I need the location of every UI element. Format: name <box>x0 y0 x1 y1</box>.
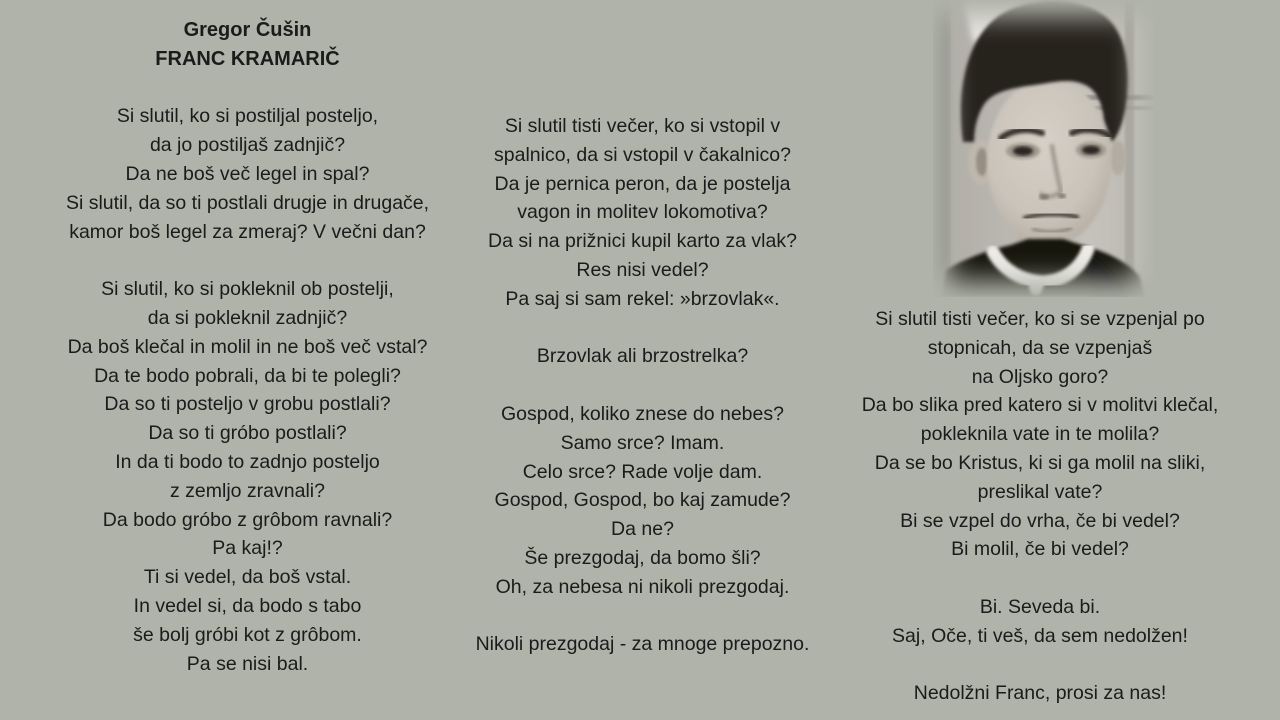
poem-line: Oh, za nebesa ni nikoli prezgodaj. <box>495 575 790 598</box>
priest-face <box>987 78 1111 246</box>
poem-line: Da ne boš več legel in spal? <box>125 162 370 185</box>
poem-line: Da si na prižnici kupil karto za vlak? <box>488 230 797 253</box>
poem-line: Nikoli prezgodaj - za mnoge prepozno. <box>475 633 810 656</box>
poem-line: z zemljo zravnali? <box>170 479 325 502</box>
poem-line: stopnicah, da se vzpenjaš <box>927 336 1153 359</box>
poem-line: Brzovlak ali brzostrelka? <box>536 345 749 368</box>
eye <box>1013 146 1033 155</box>
poem-line: Pa kaj!? <box>212 537 283 560</box>
poem-line: Res nisi vedel? <box>576 258 709 281</box>
poem-line: Da bo slika pred katero si v molitvi klečal, <box>861 394 1219 417</box>
poem-author: Gregor Čušin <box>183 19 312 41</box>
poem-line: spalnico, da si vstopil v čakalnico? <box>494 143 791 166</box>
stanza <box>445 400 840 602</box>
stanza <box>825 679 1255 708</box>
poem-line: Da so ti posteljo v grobu postlali? <box>104 393 391 416</box>
poem-line: da jo postiljaš zadnjič? <box>149 134 346 157</box>
poem-line: Si slutil, da so ti postlali drugje in drugače, <box>65 191 430 214</box>
poem-column-right <box>825 305 1255 708</box>
poem-line: Da je pernica peron, da je postelja <box>494 172 791 195</box>
poem-line: Še prezgodaj, da bomo šli? <box>524 546 761 569</box>
poem-title: FRANC KRAMARIČ <box>155 47 340 70</box>
poem-line: preslikal vate? <box>977 480 1103 503</box>
poem-line: Samo srce? Imam. <box>560 431 725 454</box>
eye <box>1082 146 1100 155</box>
poem-line: Da ne? <box>611 518 674 541</box>
poem-line: Pa se nisi bal. <box>186 652 309 675</box>
poem-line: Da boš klečal in molil in ne boš več vstal? <box>67 335 428 358</box>
poem-line: Si slutil, ko si pokleknil ob postelji, <box>101 278 394 301</box>
poem-line: Da bodo gróbo z grôbom ravnali? <box>102 508 393 531</box>
poem-line: Si slutil tisti večer, ko si se vzpenjal po <box>875 308 1205 330</box>
stanza <box>825 593 1255 651</box>
ear-shadow <box>976 148 988 176</box>
poem-line: kamor boš legel za zmeraj? V večni dan? <box>69 220 426 243</box>
poem-line: na Oljsko goro? <box>971 365 1109 388</box>
stanza <box>825 305 1255 564</box>
stanza <box>445 342 840 371</box>
poem-line: Bi molil, če bi vedel? <box>951 538 1129 561</box>
poem-line: Pa saj si sam rekel: »brzovlak«. <box>505 287 780 310</box>
portrait-photo <box>933 0 1154 297</box>
poem-line: Da se bo Kristus, ki si ga molil na sliki, <box>874 451 1206 474</box>
poem-line: še bolj gróbi kot z grôbom. <box>133 623 362 646</box>
poem-line: Nedolžni Franc, prosi za nas! <box>913 682 1167 705</box>
stanza <box>10 102 485 246</box>
poem-line: Si slutil tisti večer, ko si vstopil v <box>504 115 781 137</box>
poem-line: Bi se vzpel do vrha, če bi vedel? <box>900 509 1180 532</box>
poem-line: Ti si vedel, da boš vstal. <box>143 566 352 589</box>
poem-line: Celo srce? Rade volje dam. <box>522 460 763 483</box>
poem-line: Da so ti gróbo postlali? <box>148 422 347 445</box>
poem-header <box>10 16 485 74</box>
poem-line: In vedel si, da bodo s tabo <box>133 594 362 617</box>
poem-column-middle <box>445 112 840 659</box>
poem-line: Si slutil, ko si postiljal posteljo, <box>116 105 379 128</box>
stanza <box>445 630 840 659</box>
poem-line: Gospod, Gospod, bo kaj zamude? <box>494 489 791 512</box>
stanza <box>10 275 485 678</box>
poem-line: Da te bodo pobrali, da bi te polegli? <box>94 364 401 387</box>
portrait-illustration <box>933 0 1154 297</box>
poem-line: da si pokleknil zadnjič? <box>147 306 348 329</box>
poem-column-left <box>10 16 485 678</box>
nostril <box>1058 194 1066 199</box>
poem-line: vagon in molitev lokomotiva? <box>517 201 768 224</box>
poem-line: In da ti bodo to zadnjo posteljo <box>115 450 380 473</box>
poem-line: Saj, Oče, ti veš, da sem nedolžen! <box>892 624 1188 647</box>
poem-line: Gospod, koliko znese do nebes? <box>501 402 784 425</box>
nostril <box>1039 194 1049 199</box>
stanza <box>445 112 840 314</box>
poem-line: Bi. Seveda bi. <box>979 595 1101 618</box>
ear <box>1110 141 1126 175</box>
poem-line: pokleknila vate in te molila? <box>920 423 1160 446</box>
